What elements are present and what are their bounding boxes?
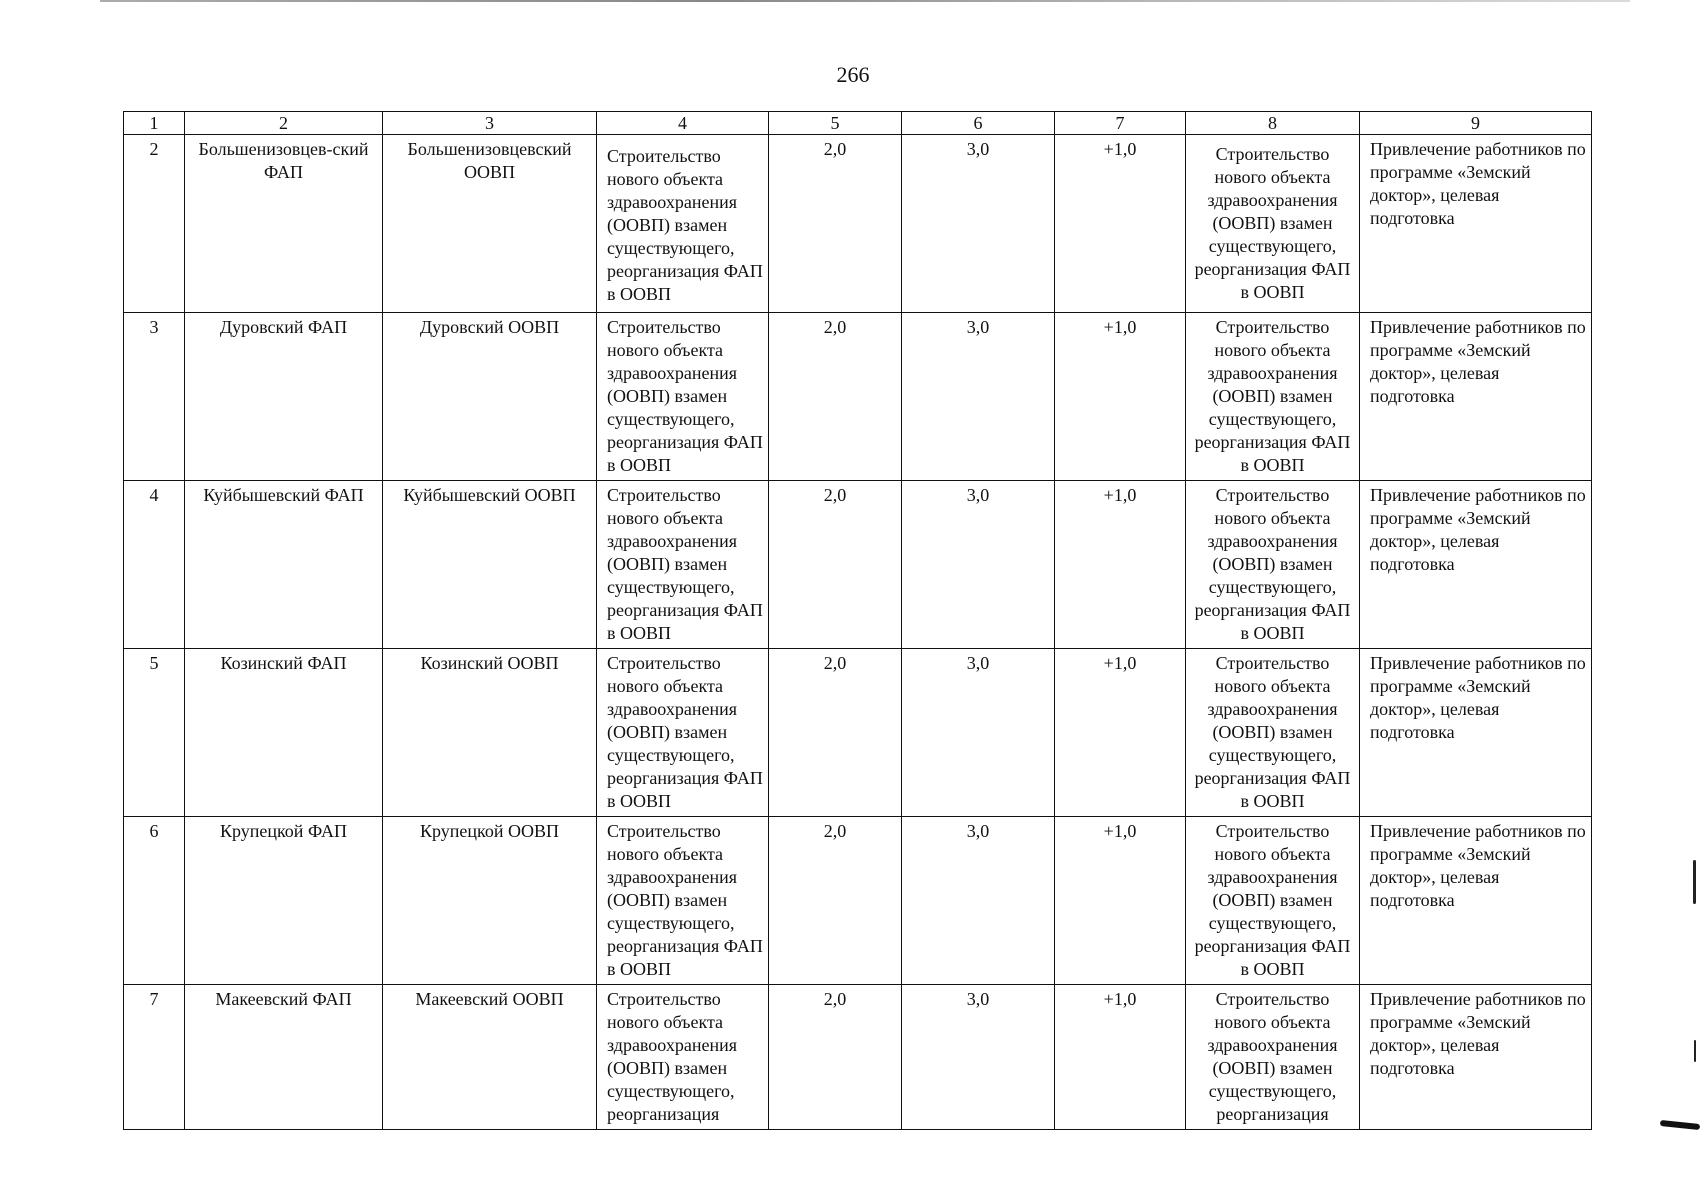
oovp-name: Козинский ООВП (383, 649, 597, 817)
scan-top-border (100, 0, 1630, 2)
value-col7: +1,0 (1055, 481, 1186, 649)
measure-text: Строительство нового объекта здравоохранения (ООВП) взамен существующего, реорганизация ФАП в ООВП (597, 817, 769, 985)
value-col7: +1,0 (1055, 649, 1186, 817)
measure-text: Строительство нового объекта здравоохранения (ООВП) взамен существующего, реорганизация ФАП в ООВП (597, 481, 769, 649)
scan-edge-arrow (1660, 1120, 1700, 1130)
oovp-name: Макеевский ООВП (383, 985, 597, 1130)
table-row (124, 135, 1592, 313)
value-col6: 3,0 (902, 313, 1055, 481)
header-cell: 5 (769, 112, 902, 135)
measure-text: Строительство нового объекта здравоохранения (ООВП) взамен существующего, реорганизация ФАП в ООВП (597, 135, 769, 313)
staff-text: Привлечение работников по программе «Земский доктор», целевая подготовка (1360, 481, 1592, 649)
measure-text: Строительство нового объекта здравоохранения (ООВП) взамен существующего, реорганизация (597, 985, 769, 1130)
value-col6: 3,0 (902, 817, 1055, 985)
staff-text: Привлечение работников по программе «Земский доктор», целевая подготовка (1360, 817, 1592, 985)
value-col5: 2,0 (769, 135, 902, 313)
value-col6: 3,0 (902, 649, 1055, 817)
measure-text-col8: Строительство нового объекта здравоохранения (ООВП) взамен существующего, реорганизация ФАП в ООВП (1186, 817, 1360, 985)
fap-name: Крупецкой ФАП (185, 817, 383, 985)
header-cell: 4 (597, 112, 769, 135)
oovp-name: Дуровский ООВП (383, 313, 597, 481)
header-cell: 8 (1186, 112, 1360, 135)
table-row (124, 649, 1592, 817)
fap-name: Большенизовцев-ский ФАП (185, 135, 383, 313)
fap-name: Макеевский ФАП (185, 985, 383, 1130)
header-cell: 6 (902, 112, 1055, 135)
measure-text-col8: Строительство нового объекта здравоохранения (ООВП) взамен существующего, реорганизация ФАП в ООВП (1186, 649, 1360, 817)
value-col6: 3,0 (902, 135, 1055, 313)
header-cell: 9 (1360, 112, 1592, 135)
header-cell: 2 (185, 112, 383, 135)
value-col7: +1,0 (1055, 817, 1186, 985)
fap-name: Дуровский ФАП (185, 313, 383, 481)
table-row (124, 817, 1592, 985)
staff-text: Привлечение работников по программе «Земский доктор», целевая подготовка (1360, 135, 1592, 313)
row-number: 2 (124, 135, 185, 313)
row-number: 3 (124, 313, 185, 481)
staff-text: Привлечение работников по программе «Земский доктор», целевая подготовка (1360, 649, 1592, 817)
table-row (124, 313, 1592, 481)
value-col5: 2,0 (769, 985, 902, 1130)
value-col6: 3,0 (902, 481, 1055, 649)
value-col7: +1,0 (1055, 313, 1186, 481)
measure-text: Строительство нового объекта здравоохранения (ООВП) взамен существующего, реорганизация ФАП в ООВП (597, 313, 769, 481)
oovp-name: Куйбышевский ООВП (383, 481, 597, 649)
measure-text-col8: Строительство нового объекта здравоохранения (ООВП) взамен существующего, реорганизация ФАП в ООВП (1186, 313, 1360, 481)
fap-name: Козинский ФАП (185, 649, 383, 817)
page-number: 266 (836, 62, 870, 87)
measure-text-col8: Строительство нового объекта здравоохранения (ООВП) взамен существующего, реорганизация ФАП в ООВП (1186, 481, 1360, 649)
row-number: 6 (124, 817, 185, 985)
fap-name: Куйбышевский ФАП (185, 481, 383, 649)
value-col7: +1,0 (1055, 985, 1186, 1130)
staff-text: Привлечение работников по программе «Земский доктор», целевая подготовка (1360, 313, 1592, 481)
measure-text-col8: Строительство нового объекта здравоохранения (ООВП) взамен существующего, реорганизация ФАП в ООВП (1186, 135, 1360, 313)
oovp-name: Большенизовцевский ООВП (383, 135, 597, 313)
oovp-name: Крупецкой ООВП (383, 817, 597, 985)
staff-text: Привлечение работников по программе «Земский доктор», целевая подготовка (1360, 985, 1592, 1130)
row-number: 4 (124, 481, 185, 649)
header-cell: 1 (124, 112, 185, 135)
measure-text: Строительство нового объекта здравоохранения (ООВП) взамен существующего, реорганизация ФАП в ООВП (597, 649, 769, 817)
scan-edge-mark (1693, 860, 1696, 904)
value-col5: 2,0 (769, 649, 902, 817)
scan-edge-mark (1694, 1040, 1696, 1062)
header-row (124, 112, 1592, 135)
row-number: 5 (124, 649, 185, 817)
measure-text-col8: Строительство нового объекта здравоохранения (ООВП) взамен существующего, реорганизация (1186, 985, 1360, 1130)
header-cell: 3 (383, 112, 597, 135)
value-col5: 2,0 (769, 481, 902, 649)
data-table (123, 111, 1592, 1130)
value-col5: 2,0 (769, 313, 902, 481)
row-number: 7 (124, 985, 185, 1130)
table-row (124, 985, 1592, 1130)
value-col5: 2,0 (769, 817, 902, 985)
table-row (124, 481, 1592, 649)
header-cell: 7 (1055, 112, 1186, 135)
value-col6: 3,0 (902, 985, 1055, 1130)
value-col7: +1,0 (1055, 135, 1186, 313)
